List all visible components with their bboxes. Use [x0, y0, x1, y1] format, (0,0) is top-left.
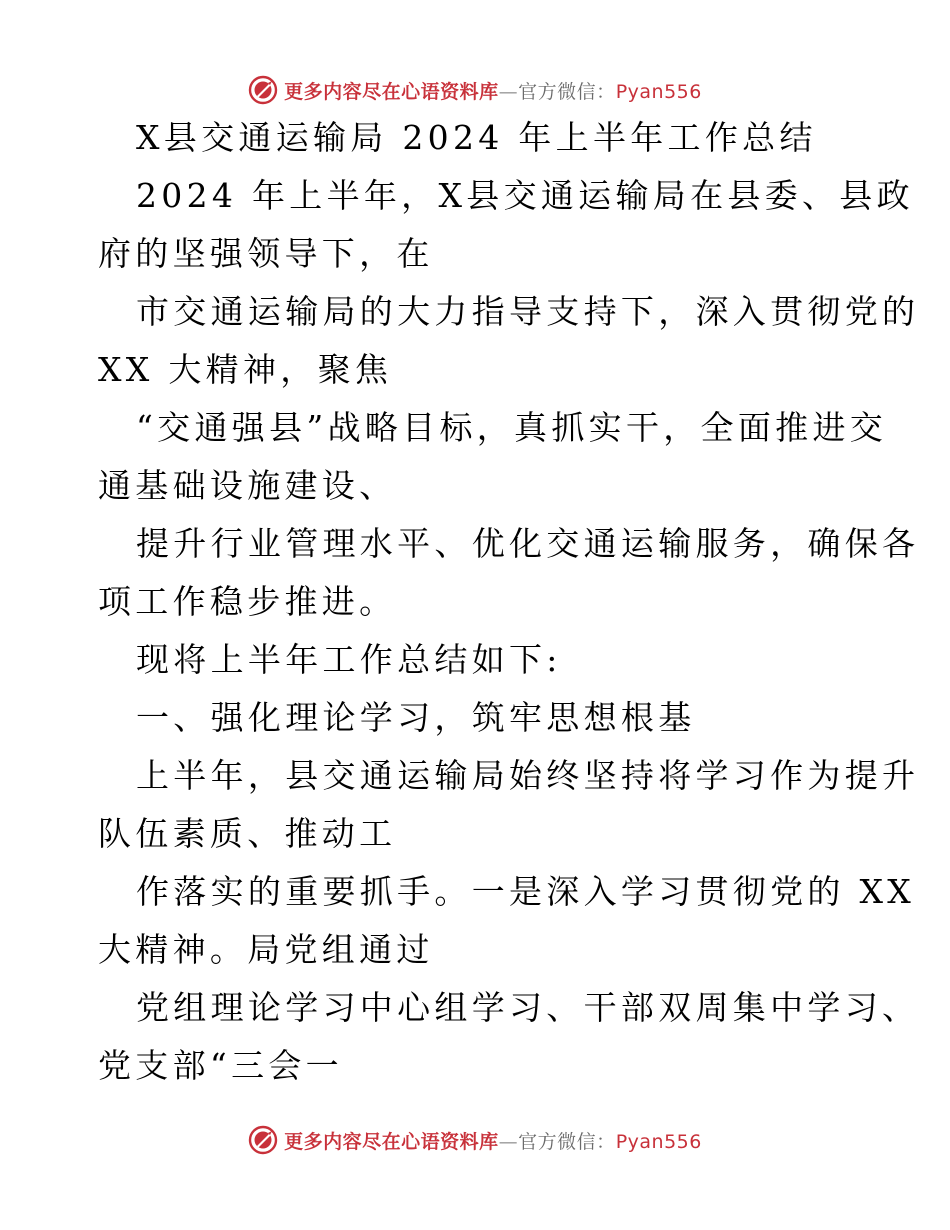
paragraph-line: 通基础设施建设、 — [98, 466, 397, 505]
paragraph-line: 队伍素质、推动工 — [98, 814, 397, 853]
quill-seal-icon — [248, 75, 278, 105]
paragraph-line: 党组理论学习中心组学习、干部双周集中学习、 — [136, 988, 920, 1027]
paragraph-line: 市交通运输局的大力指导支持下，深入贯彻党的 — [136, 292, 920, 331]
section-heading: 一、强化理论学习，筑牢思想根基 — [136, 698, 696, 737]
watermark-main-text: 更多内容尽在心语资料库 — [284, 80, 499, 103]
watermark-wechat-id: Pyan556 — [615, 80, 702, 103]
header-watermark-banner — [0, 70, 950, 110]
watermark-wechat-label: 官方微信： — [518, 1130, 616, 1153]
watermark-wechat-id: Pyan556 — [615, 1130, 702, 1153]
paragraph-line: 作落实的重要抓手。一是深入学习贯彻党的 XX — [136, 872, 916, 911]
paragraph-line: 2024 年上半年，X县交通运输局在县委、县政 — [136, 176, 914, 215]
paragraph-line: 提升行业管理水平、优化交通运输服务，确保各 — [136, 524, 920, 563]
paragraph-line: 府的坚强领导下，在 — [98, 234, 434, 273]
paragraph-line: “交通强县”战略目标，真抓实干，全面推进交 — [136, 408, 888, 447]
paragraph-line: 党支部“三会一 — [98, 1046, 343, 1085]
quill-seal-icon — [248, 1125, 278, 1155]
paragraph-line: 大精神。局党组通过 — [98, 930, 434, 969]
paragraph-line: 上半年，县交通运输局始终坚持将学习作为提升 — [136, 756, 920, 795]
watermark-main-text: 更多内容尽在心语资料库 — [284, 1130, 499, 1153]
paragraph-line: XX 大精神，聚焦 — [98, 350, 393, 389]
watermark-separator: — — [498, 1130, 519, 1153]
document-title: X县交通运输局 2024 年上半年工作总结 — [136, 118, 817, 157]
footer-watermark-banner — [0, 1120, 950, 1160]
watermark-wechat-label: 官方微信： — [518, 80, 616, 103]
paragraph-line: 项工作稳步推进。 — [98, 582, 397, 621]
paragraph-line: 现将上半年工作总结如下: — [136, 640, 562, 679]
watermark-separator: — — [498, 80, 519, 103]
